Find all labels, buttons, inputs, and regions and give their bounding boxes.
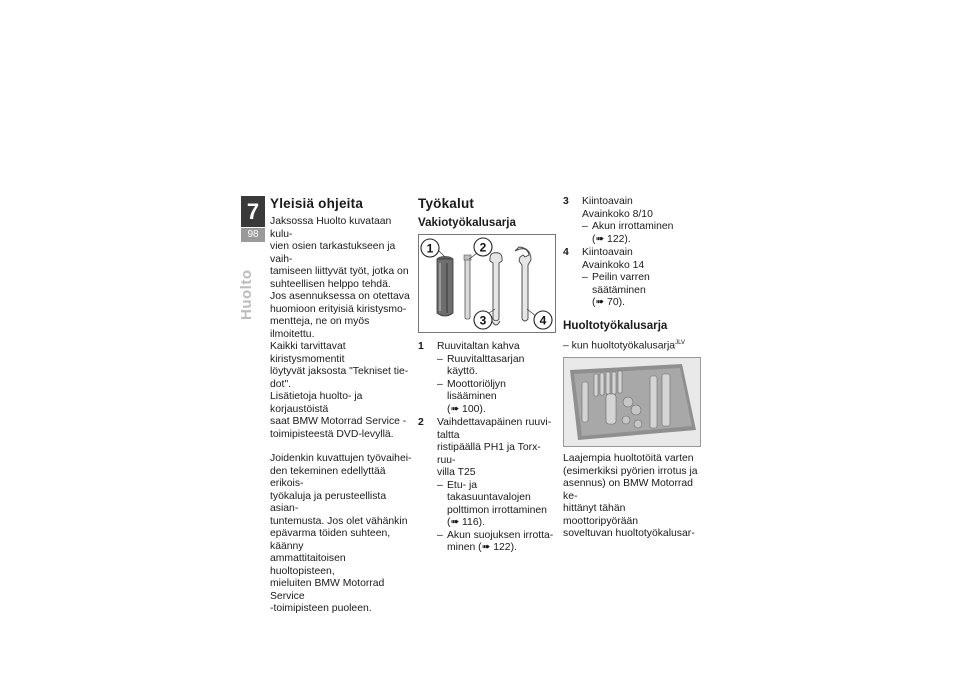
text-line: Etu- ja takasuuntavalojen: [447, 479, 531, 503]
tool-item-3: [563, 196, 699, 246]
text-line: Akun irrottaminen: [592, 221, 674, 232]
text-line: asennus) on BMW Motorrad ke-: [563, 478, 693, 502]
screwdriver-handle-drawing: [437, 256, 453, 316]
tool-item-1: [418, 341, 554, 416]
text-line: Jos asennuksessa on otettava: [270, 291, 410, 302]
text-line: -toimipisteen puoleen.: [270, 603, 372, 614]
standard-toolkit-heading: Vakiotyökalusarja: [418, 216, 516, 229]
text-line: epävarma töiden suhteen, käänny: [270, 528, 391, 552]
kit-option-code: JLV: [675, 339, 685, 346]
sub-item: – Peilin varren säätäminen (➠ 70).: [582, 272, 699, 310]
item-number: 4: [563, 247, 569, 258]
callout-2-label: 2: [479, 240, 487, 255]
text-line: (esimerkiksi pyörien irrotus ja: [563, 465, 698, 477]
sub-item: – Akun irrottaminen (➠ 122).: [582, 221, 699, 246]
item-number: 3: [563, 196, 569, 207]
text-line: löytyvät jaksosta "Tekniset tie-: [270, 366, 409, 377]
text-line: den tekeminen edellyttää erikois-: [270, 465, 386, 489]
service-toolkit-availability: [563, 337, 699, 353]
tools-column-continued: [563, 196, 699, 541]
service-toolkit-image: [563, 357, 701, 447]
text-line: Avainkoko 14: [582, 259, 645, 271]
chapter-tab: [241, 196, 265, 242]
text-line: dot".: [270, 378, 292, 390]
standard-toolkit-image: [418, 234, 556, 333]
sub-item: – Etu- ja takasuuntavalojen polttimon irrottaminen (➠ 116).: [437, 480, 554, 530]
callout-4: [534, 311, 552, 329]
text-line: mentteja, ne on myös ilmoitettu.: [270, 316, 370, 340]
service-toolkit-description: [563, 453, 699, 541]
text-line: Kaikki tarvittavat kiristysmomentit: [270, 341, 346, 365]
text-line: soveltuvan huoltotyökalusar-: [563, 528, 695, 540]
text-line: ammattitaitoisen huoltopisteen,: [270, 553, 346, 577]
general-instructions-heading: Yleisiä ohjeita: [270, 196, 364, 211]
callout-2: [474, 238, 492, 256]
text-line: Laajempia huoltotöitä varten: [563, 453, 694, 465]
text-line: (➠ 70).: [592, 297, 625, 308]
text-line: tamiseen liittyvät työt, jotka on: [270, 266, 409, 277]
callout-1: [421, 239, 439, 257]
text-line: huomioon erityisiä kiristysmo-: [270, 303, 407, 315]
page-number: 98: [241, 228, 265, 242]
callout-1-label: 1: [426, 241, 434, 256]
text-line: Ruuvitalttasarjan käyttö.: [447, 353, 525, 377]
text-line: Peilin varren säätäminen: [592, 272, 650, 296]
text-line: Ruuvitaltan kahva: [437, 341, 520, 352]
text-line: Lisätietoja huolto- ja korjaustöistä: [270, 391, 363, 415]
text-line: Kiintoavain: [582, 196, 633, 207]
text-line: suhteellisen helppo tehdä.: [270, 278, 391, 290]
text-line: Jaksossa Huolto kuvataan kulu-: [270, 216, 392, 240]
text-line: saat BMW Motorrad Service -: [270, 416, 407, 427]
text-line: mieluiten BMW Motorrad Service: [270, 578, 385, 602]
text-line: hittänyt tähän moottoripyörään: [563, 503, 639, 527]
chapter-side-title: Huolto: [238, 269, 255, 320]
item-number: 1: [418, 341, 424, 352]
text-line: Akun suojuksen irrotta-: [447, 529, 554, 541]
callout-3-label: 3: [479, 313, 487, 328]
general-instructions-para1: [270, 216, 412, 441]
tool-item-2: [418, 417, 554, 555]
text-line: Kiintoavain: [582, 247, 633, 258]
tool-item-4: [563, 247, 699, 310]
kit-line-text: – kun huoltotyökalusarja: [563, 339, 676, 351]
item-number: 2: [418, 417, 424, 428]
text-line: (➠ 100).: [447, 403, 486, 415]
sub-item: – Ruuvitalttasarjan käyttö.: [437, 354, 554, 379]
text-line: vien osien tarkastukseen ja vaih-: [270, 241, 396, 265]
chapter-number: 7: [241, 196, 265, 227]
text-line: (➠ 116).: [447, 517, 485, 528]
text-line: villa T25: [437, 467, 476, 478]
text-line: (➠ 122).: [592, 233, 631, 245]
text-line: ristipäällä PH1 ja Torx-ruu-: [437, 442, 541, 466]
text-line: polttimon irrottaminen: [447, 504, 547, 516]
text-line: taltta: [437, 429, 460, 441]
text-line: Avainkoko 8/10: [582, 208, 653, 220]
text-line: toimipisteestä DVD-levyllä.: [270, 428, 394, 440]
sub-item: – Akun suojuksen irrotta- minen (➠ 122).: [437, 529, 554, 553]
text-line: Joidenkin kuvattujen työvaihei-: [270, 453, 412, 464]
tools-column: [418, 196, 554, 556]
text-line: Moottoriöljyn lisääminen: [447, 378, 506, 402]
service-toolkit-heading: Huoltotyökalusarja: [563, 318, 668, 332]
callout-3: [474, 311, 492, 329]
text-line: työkaluja ja perusteellista asian-: [270, 490, 387, 514]
text-line: minen (➠ 122).: [447, 542, 517, 553]
text-line: tuntemusta. Jos olet vähänkin: [270, 515, 408, 527]
text-line: Vaihdettavapäinen ruuvi-: [437, 417, 552, 428]
tools-heading: Työkalut: [418, 196, 475, 211]
screwdriver-bit-drawing: [464, 255, 471, 319]
sub-item: – Moottoriöljyn lisääminen (➠ 100).: [437, 379, 554, 417]
callout-4-label: 4: [539, 313, 547, 328]
general-instructions-column: [270, 196, 412, 616]
general-instructions-para2: [270, 453, 412, 616]
